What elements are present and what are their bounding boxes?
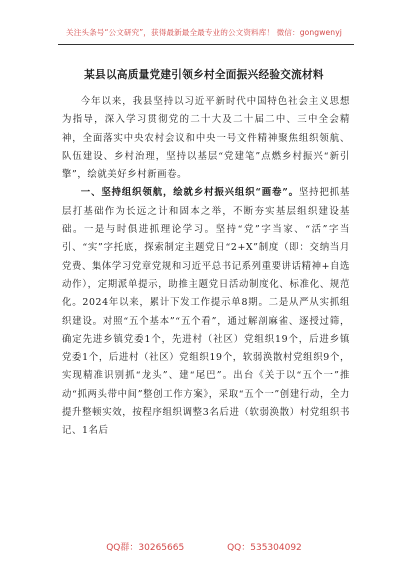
footer-qq-group: QQ群：30265665 [106,543,185,553]
intro-paragraph: 今年以来，我县坚持以习近平新时代中国特色社会主义思想为指导，深入学习贯彻党的二十大及二十届二中、三中全会精神，全面落实中央农村会议和中央一号文件精神聚焦组织领航、队伍建设、乡村治理，坚持以基层“党建笔”点燃乡村振兴“新引擎”，绘就美好乡村新画卷。 [62,96,350,181]
section-1-heading: 一、坚持组织领航，绘就乡村振兴组织“画卷”。 [80,187,299,199]
document-body [62,93,350,441]
section-1-paragraph [62,184,350,440]
section-1-body: 坚持把抓基层打基础作为长远之计和固本之举，不断夯实基层组织建设基础。一是与时俱进抓理论学习。坚持“党”字当家、“活”字当引、“实”字托底，探索制定主题党日“2+X”制度（即：交纳当月党费、集体学习党章党规和习近平总书记系列重要讲话精神+自选动作），定期派单提示，助推主题党日活动制度化、标准化、规范化。2024年以来，累计下发工作提示单8期。二是从严从实抓组织建设。对照“五个基本”“五个看”，通过解剖麻雀、逐授过筛，确定先进乡镇党委1个，先进村（社区）党组织19个，后进乡镇党委1个，后进村（社区）党组织19个，软弱涣散村党组织9个，实现精准识别抓“龙头”、建“尾巴”。出台《关于以“五个一”推动“抓两头带中间”整创工作方案》，采取“五个一”创建行动，全力提升整顿实效，按程序组织调整3名后进（软弱涣散）村党组织书记、1名后 [62,187,350,437]
document-title: 某县以高质量党建引领乡村全面振兴经验交流材料 [84,69,324,81]
header-promo-note: 关注头条号“公文研究”，获得最新最全最专业的公文资料库！ 微信：gongwenyj [66,28,342,37]
footer-qq-number: QQ：535304092 [227,543,302,553]
header-divider [58,44,354,45]
footer-contact [0,540,408,553]
